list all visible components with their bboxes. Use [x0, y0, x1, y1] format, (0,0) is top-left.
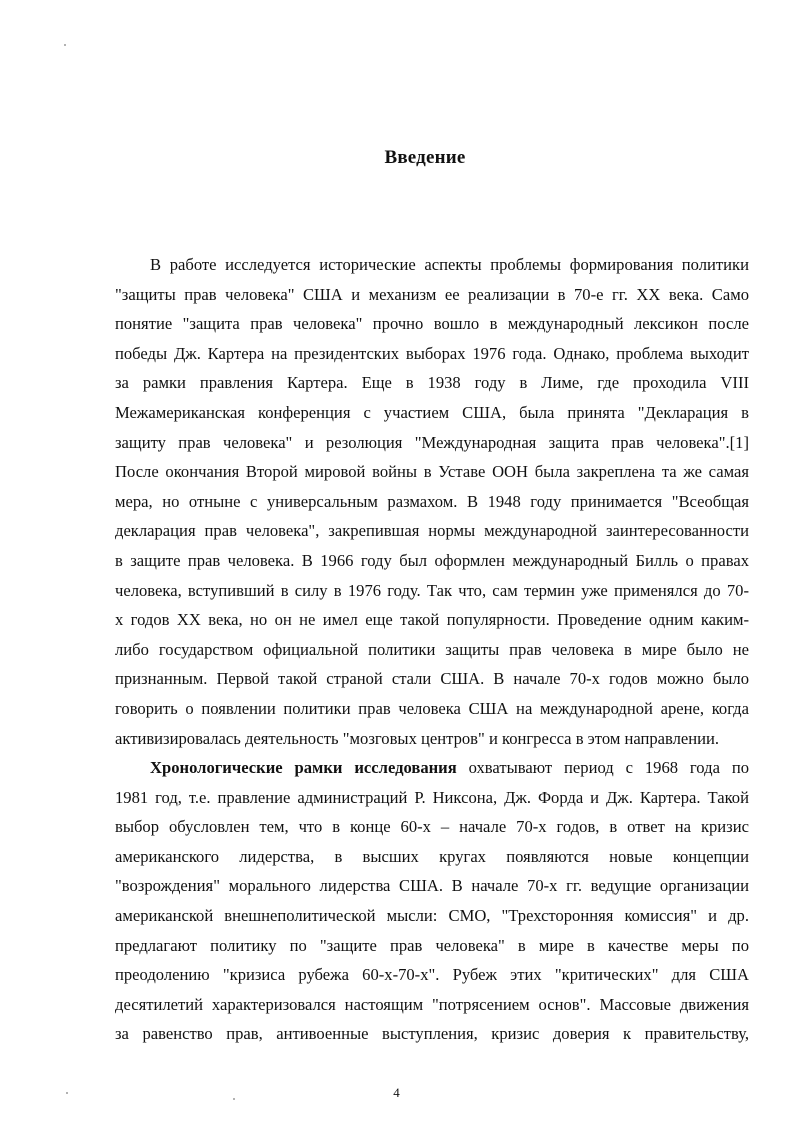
text-line: американской внешнеполитической мысли: СМО, "Трехсторонняя комиссия" и др. — [115, 906, 749, 926]
text-line — [115, 753, 749, 783]
text-line: преодолению "кризиса рубежа 60-х-70-х". Рубеж этих "критических" для США — [115, 965, 749, 985]
text-line: понятие "защита прав человека" прочно вошло в международный лексикон после — [115, 314, 749, 334]
text-line: человека, вступивший в силу в 1976 году. Так что, сам термин уже применялся до 70- — [115, 580, 749, 600]
text-line: мера, но отныне с универсальным размахом. В 1948 году принимается "Всеобщая — [115, 491, 749, 511]
text-line: десятилетий характеризовался настоящим "потрясением основ". Массовые движения — [115, 994, 749, 1014]
text-span: охватывают период с 1968 года по — [456, 758, 749, 778]
text-line: либо государством официальной политики защиты прав человека в мире было не — [115, 639, 749, 659]
text-line: "возрождения" морального лидерства США. В начале 70-х гг. ведущие организации — [115, 876, 749, 896]
text-line: говорить о появлении политики прав человека США на международной арене, когда — [115, 698, 749, 718]
text-line: Межамериканская конференция с участием США, была принята "Декларация в — [115, 402, 749, 422]
paragraph-intro — [115, 250, 749, 753]
paragraph-chronology — [115, 753, 749, 1049]
text-line: В работе исследуется исторические аспекты проблемы формирования политики — [150, 255, 749, 274]
text-line: декларация прав человека", закрепившая нормы международной заинтересованности — [115, 521, 749, 541]
scan-speck — [64, 44, 66, 46]
text-line: американского лидерства, в высших кругах появляются новые концепции — [115, 846, 749, 866]
text-line: за равенство прав, антивоенные выступления, кризис доверия к правительству, — [115, 1024, 749, 1044]
text-line: защиту прав человека" и резолюция "Международная защита прав человека".[1] — [115, 432, 749, 452]
text-line: предлагают политику по "защите прав человека" в мире в качестве меры по — [115, 935, 749, 955]
page-number: 4 — [393, 1085, 400, 1100]
text-line: за рамки правления Картера. Еще в 1938 году в Лиме, где проходила VIII — [115, 373, 749, 393]
body-text — [115, 250, 749, 1049]
text-line: "защиты прав человека" США и механизм ее реализации в 70-е гг. XX века. Само — [115, 284, 749, 304]
text-line: признанным. Первой такой страной стали США. В начале 70-х годов можно было — [115, 669, 749, 689]
text-line: выбор обусловлен тем, что в конце 60-х – начале 70-х годов, в ответ на кризис — [115, 817, 749, 837]
text-line: победы Дж. Картера на президентских выборах 1976 года. Однако, проблема выходит — [115, 343, 749, 363]
text-line: в защите прав человека. В 1966 году был оформлен международный Билль о правах — [115, 550, 749, 570]
text-line: активизировалась деятельность "мозговых центров" и конгресса в этом направлении. — [115, 728, 720, 748]
text-line: 1981 год, т.е. правление администраций Р. Никсона, Дж. Форда и Дж. Картера. Такой — [115, 787, 749, 807]
text-line: х годов XX века, но он не имел еще такой популярности. Проведение одним каким- — [115, 610, 749, 630]
text-line: После окончания Второй мировой войны в Уставе ООН была закреплена та же самая — [115, 462, 749, 482]
page-title: Введение — [384, 147, 466, 168]
bold-term: Хронологические рамки исследования — [150, 758, 457, 778]
